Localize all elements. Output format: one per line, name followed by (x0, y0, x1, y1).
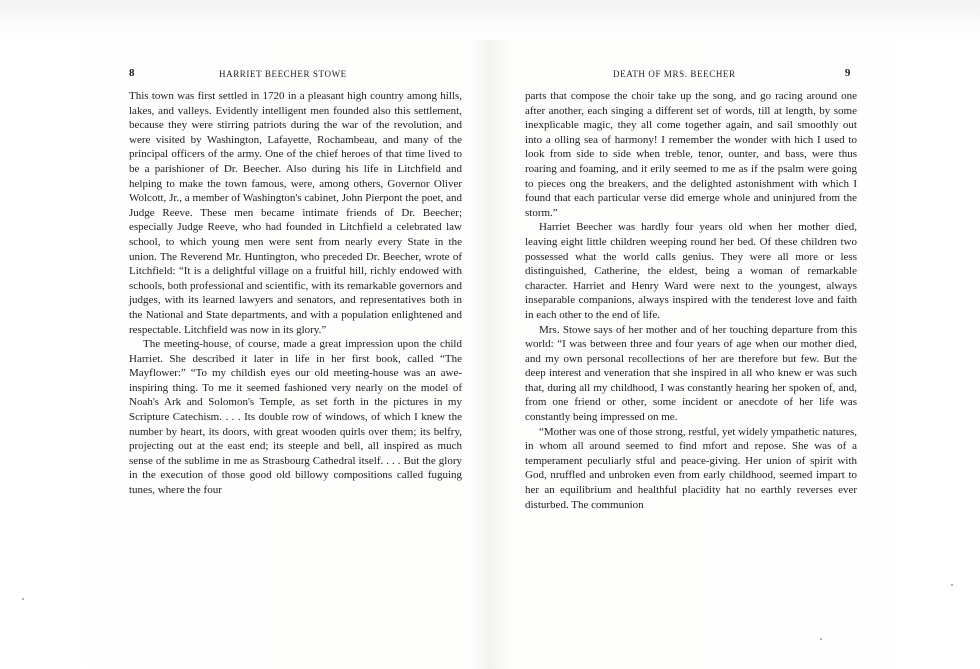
right-page (525, 68, 857, 512)
right-running-head (525, 68, 857, 82)
right-page-text (525, 89, 857, 512)
left-running-title: HARRIET BEECHER STOWE (219, 69, 347, 79)
right-paragraph-2: Harriet Beecher was hardly four years old when her mother died, leaving eight little children weeping round her bed. Of these children two possessed what the world calls genius. They were all more or less distinguished, Catherine, the eldest, being a woman of remarkable character. Harriet and Henry Ward were next to the youngest, always inseparable companions, always inspired with the tenderest love and faith in each other to the end of life. (525, 221, 857, 321)
scan-shadow (0, 0, 980, 40)
left-running-head (129, 68, 462, 82)
right-running-title: DEATH OF MRS. BEECHER (613, 69, 736, 79)
left-page-number: 8 (129, 67, 136, 79)
left-page (129, 68, 462, 498)
right-paragraph-4: “Mother was one of those strong, restful, yet widely ympathetic natures, in whom all around seemed to find mfort and repose. She was of a temperament peculiarly stful and peace-giving. Her union of spirit with God, nruffled and unbroken even from early childhood, seemed impart to her an equilibrium and healthful placidity hat no earthly reverses ever disturbed. The communion (525, 425, 858, 511)
left-paragraph-1: This town was first settled in 1720 in a pleasant high country among hills, lakes, and valleys. Evidently intelligent men founded also this settlement, because they were stirring patriots during the war of the revolution, and were visited by Washington, Lafayette, Rochambeau, and many of the principal officers of the army. One of the chief heroes of that time lived to be a parishioner of Dr. Beecher. Also during his life in Litchfield and helping to make the town famous, were, among others, Governor Oliver Wolcott, Jr., a member of Washington's cabinet, John Pierpont the poet, and Judge Reeve. These men became intimate friends of Dr. Beecher; especially Judge Reeve, who had founded in Litchfield a celebrated law school, to which young men were sent from nearly every State in the union. The Reverend Mr. Huntington, who preceded Dr. Beecher, wrote of Litchfield: “It is a delightful village on a fruitful hill, richly endowed with schools, both professional and scientific, with its remarkable governors and judges, with its learned lawyers and senators, and representatives both in the National and State departments, and with a population enlightened and respectable. Litchfield was now in its glory.” (129, 90, 462, 336)
right-page-number: 9 (844, 67, 851, 79)
right-paragraph-3: Mrs. Stowe says of her mother and of her touching departure from this world: “I was between three and four years of age when our mother died, and my own personal recollections of her are therefore but few. But the deep interest and veneration that she inspired in all who knew er was such that, during all my childhood, I was constantly hearing her spoken of, and, from one friend or other, some incident or anecdote of her life was constantly being impressed on me. (525, 323, 857, 424)
scan-speck (22, 598, 24, 600)
left-paragraph-2: The meeting-house, of course, made a great impression upon the child Harriet. She described it later in life in her first book, called “The Mayflower:” “To my childish eyes our old meeting-house was an awe-inspiring thing. To me it seemed fashioned very nearly on the model of Noah's Ark and Solomon's Temple, as set forth in the pictures in my Scripture Catechism. . . . Its double row of windows, of which I knew the number by heart, its doors, with great wooden quirls over them; its belfry, projecting out at the east end; its steeple and bell, all inspired as much sense of the sublime in me as Strasbourg Cathedral itself. . . . But the glory in the execution of those good old billowy compositions called fuguing tunes, where the four (129, 338, 462, 497)
right-paragraph-1: parts that compose the choir take up the song, and go racing around one after another, each singing a different set of words, till at length, by some inexplicable magic, they all come together again, and sail smoothly out into a olling sea of harmony! I remember the wonder with hich I used to look from side to side when treble, tenor, ounter, and bass, were thus roaring and foaming, and it erily seemed to me as if the psalm were going to pieces ong the breakers, and the delighted astonishment with which I found that each particular verse did emerge whole and uninjured from the storm.” (525, 90, 857, 219)
scan-speck (951, 584, 953, 586)
scan-speck (820, 638, 822, 640)
left-page-text (129, 89, 462, 498)
